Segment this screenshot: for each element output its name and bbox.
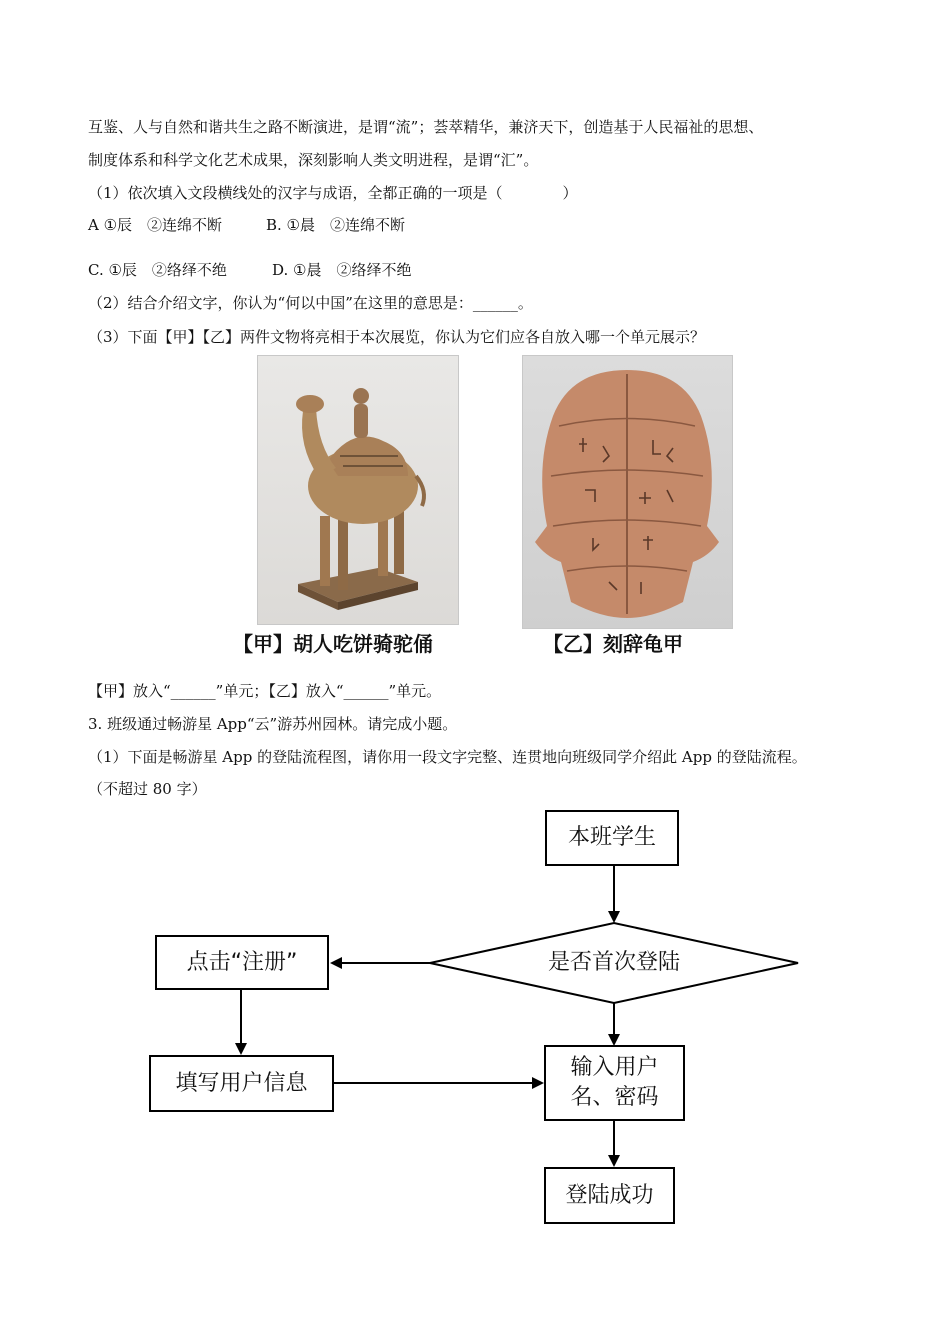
section-3-sub1-line2: （不超过 80 字） [88, 780, 207, 798]
option-d: D. ①晨 ②络绎不绝 [272, 261, 412, 279]
caption-yi: 【乙】刻辞龟甲 [543, 632, 683, 656]
flow-success-box [544, 1167, 675, 1224]
flow-register-box [155, 935, 329, 990]
flow-decision-label: 是否首次登陆 [547, 950, 680, 975]
question-3-stem: （3）下面【甲】【乙】两件文物将亮相于本次展览，你认为它们应各自放入哪一个单元展示？ [88, 328, 706, 346]
flow-start-box [545, 810, 679, 866]
flow-start-label: 本班学生 [567, 825, 656, 850]
flow-fill-info-label: 填写用户信息 [175, 1070, 308, 1096]
flow-input-box [544, 1045, 685, 1121]
answer-line: 【甲】放入“______”单元；【乙】放入“______”单元。 [88, 682, 442, 700]
option-c: C. ①辰 ②络绎不绝 [88, 261, 227, 279]
section-3-sub1-line1: （1）下面是畅游星 App 的登陆流程图，请你用一段文字完整、连贯地向班级同学介绍此 App 的登陆流程。 [88, 748, 807, 766]
flow-input-label-line1: 输入用户 [570, 1055, 659, 1080]
question-1-stem: （1）依次填入文段横线处的汉字与成语，全都正确的一项是（ ） [88, 184, 578, 202]
flow-success-label: 登陆成功 [565, 1182, 654, 1208]
option-b: B. ①晨 ②连绵不断 [266, 216, 406, 234]
option-a: A ①辰 ②连绵不断 [88, 216, 223, 234]
question-2-stem: （2）结合介绍文字，你认为“何以中国”在这里的意思是：______。 [88, 294, 533, 312]
flow-register-label: 点击“注册” [186, 949, 298, 975]
flow-input-label-line2: 名、密码 [570, 1085, 659, 1110]
section-3-title: 3. 班级通过畅游星 App“云”游苏州园林。请完成小题。 [88, 715, 458, 733]
paragraph-line-1: 互鉴、人与自然和谐共生之路不断演进，是谓“流”；荟萃精华，兼济天下，创造基于人民福祉的思想、 [88, 118, 764, 136]
flow-fill-info-box [149, 1055, 334, 1112]
paragraph-line-2: 制度体系和科学文化艺术成果，深刻影响人类文明进程，是谓“汇”。 [88, 151, 539, 169]
caption-jia: 【甲】胡人吃饼骑驼俑 [233, 632, 433, 656]
